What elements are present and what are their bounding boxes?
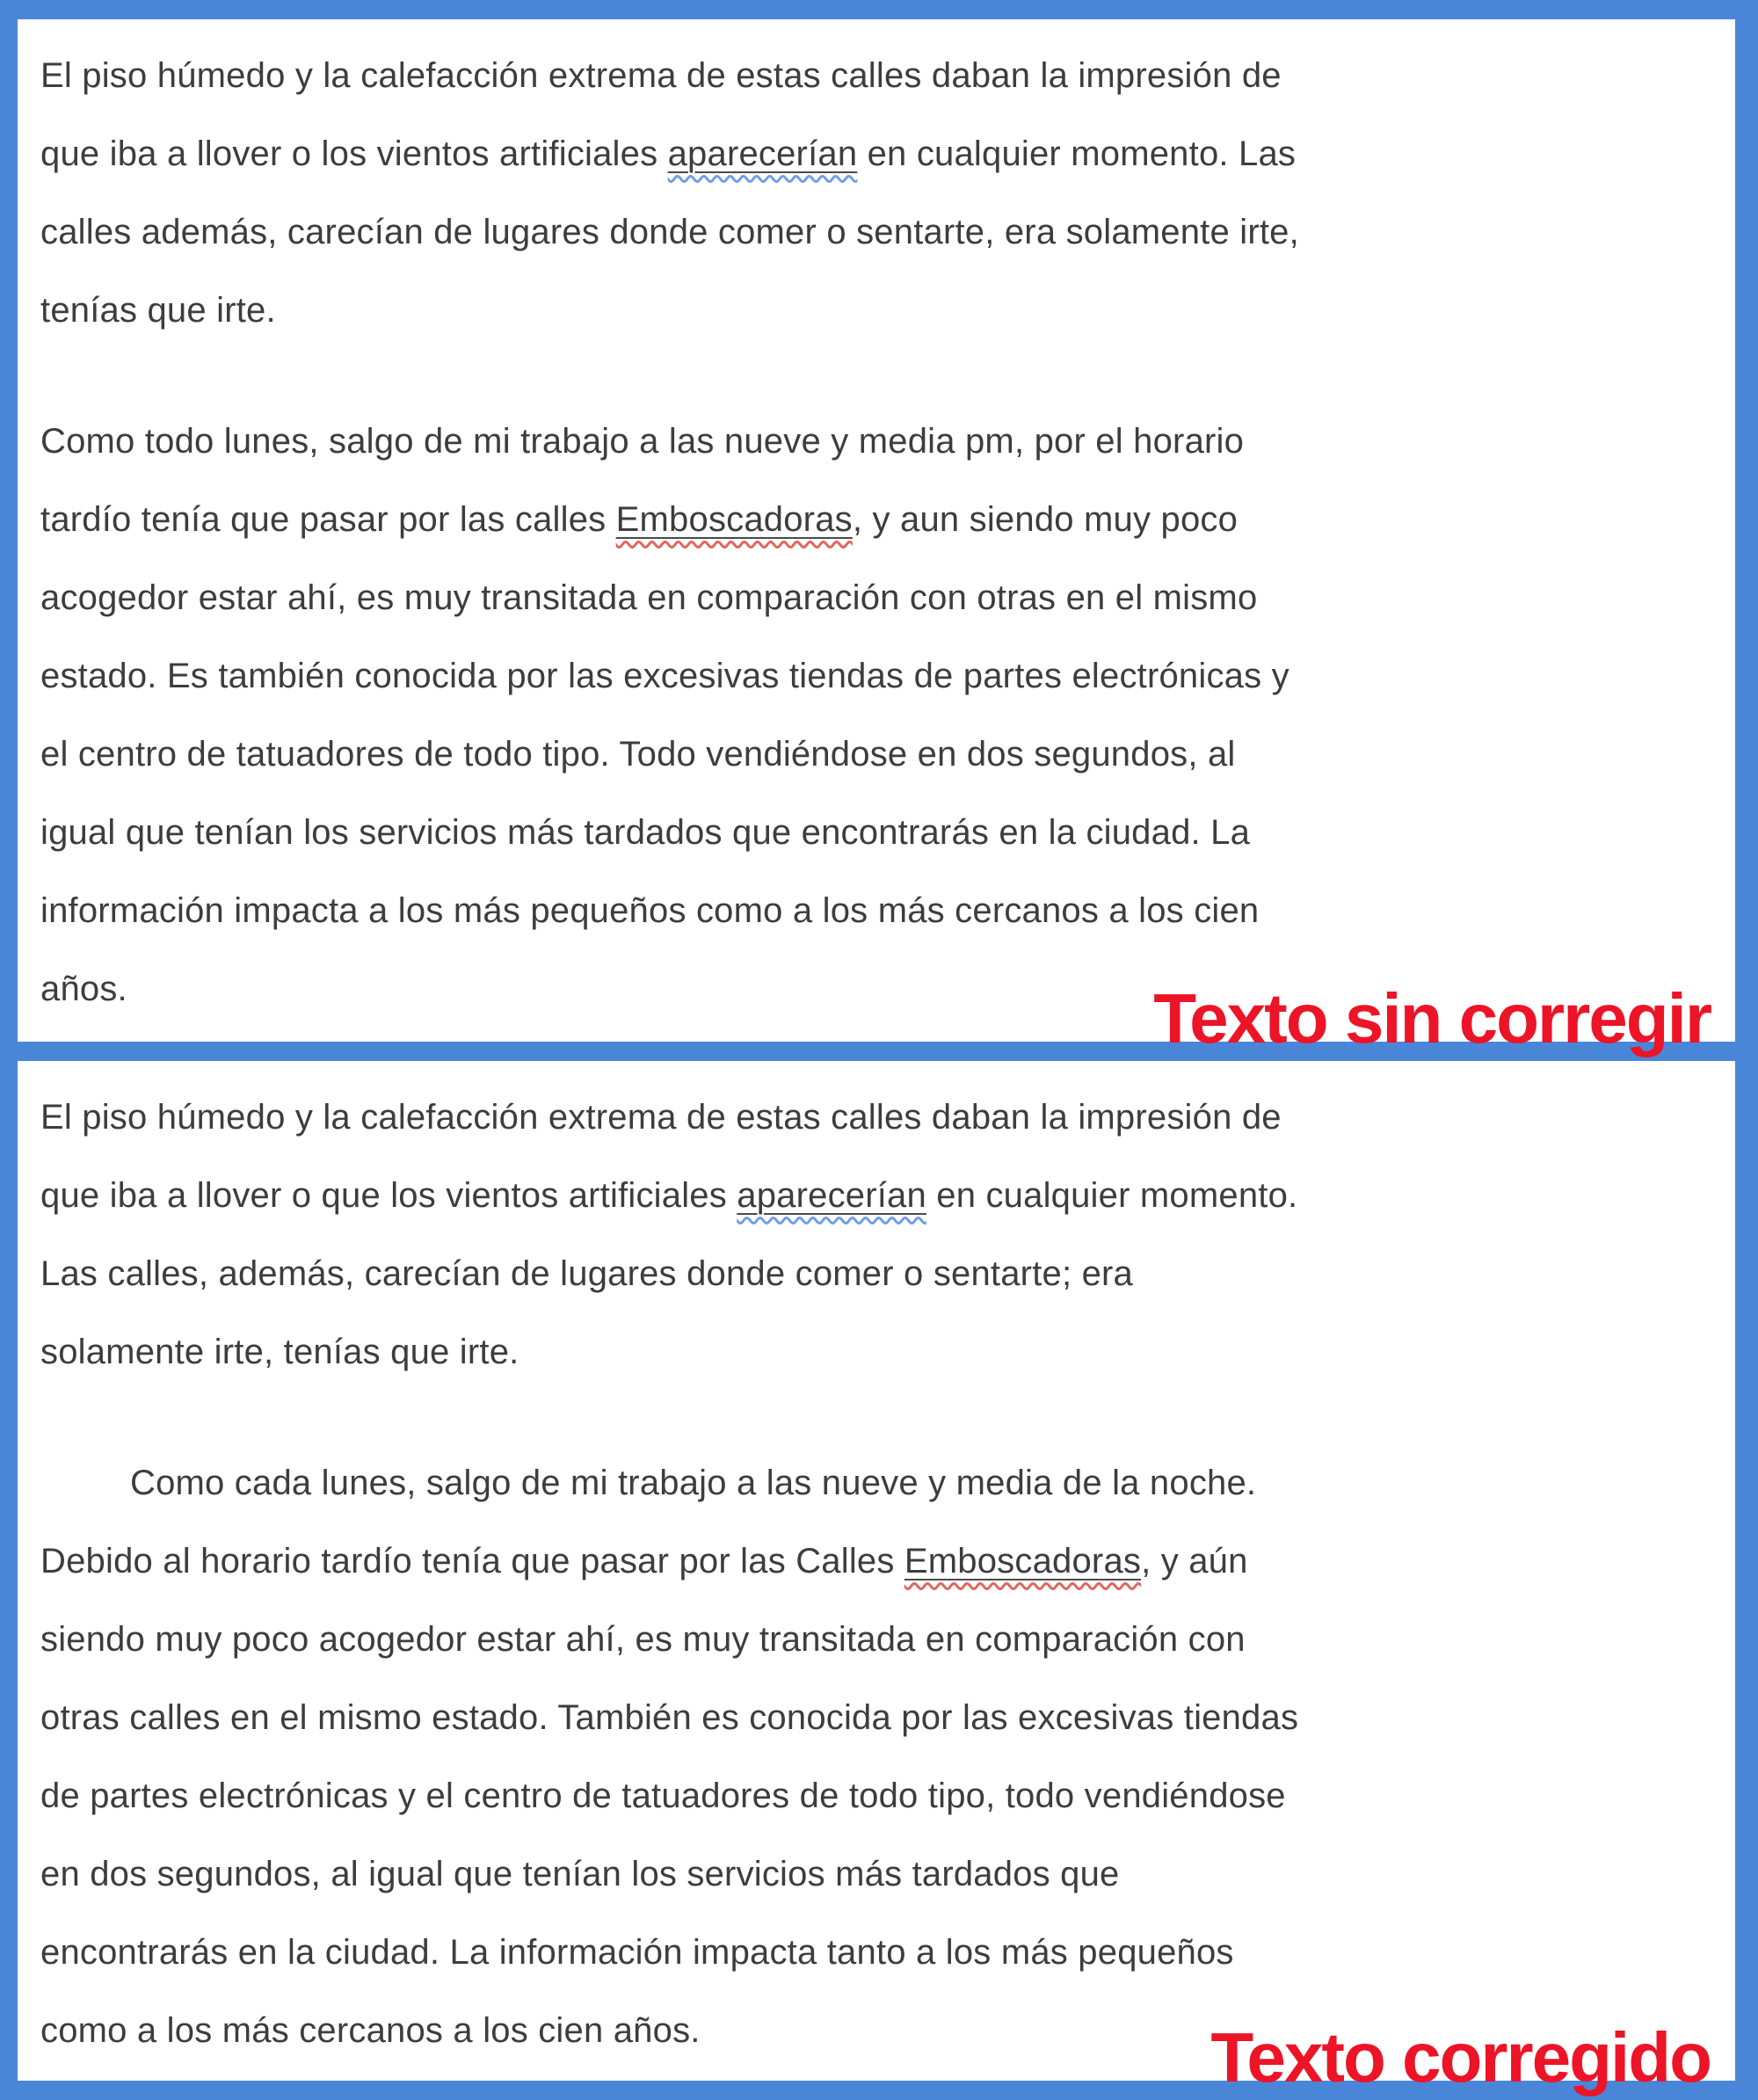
paragraph (40, 403, 1711, 1028)
text-line (40, 1444, 1711, 1522)
text-run: igual que tenían los servicios más tardados que encontrarás en la ciudad. La (40, 813, 1251, 852)
spelling-wavy-underline: Emboscadoras (615, 500, 853, 539)
text-line (40, 1079, 1711, 1157)
text-run: siendo muy poco acogedor estar ahí, es muy transitada en comparación con (40, 1620, 1246, 1659)
text-line (40, 193, 1711, 272)
text-run: El piso húmedo y la calefacción extrema de estas calles daban la impresión de (40, 1098, 1282, 1137)
text-line (40, 1757, 1711, 1835)
text-line (40, 794, 1711, 872)
text-run: solamente irte, tenías que irte. (40, 1333, 519, 1371)
panel-uncorrected (18, 19, 1735, 1057)
paragraph (40, 1444, 1711, 2070)
text-run: como a los más cercanos a los cien años. (40, 2011, 701, 2050)
paragraph (40, 37, 1711, 350)
text-run: de partes electrónicas y el centro de tatuadores de todo tipo, todo vendiéndose (40, 1777, 1286, 1815)
text-line (40, 1522, 1711, 1601)
text-run: tardío tenía que pasar por las calles (40, 500, 616, 539)
text-line (40, 559, 1711, 637)
text-line (40, 872, 1711, 950)
document-text-uncorrected (18, 19, 1735, 1028)
text-run: tenías que irte. (40, 291, 276, 330)
text-run: que iba a llover o los vientos artificiales (40, 134, 668, 173)
text-line (40, 37, 1711, 115)
spelling-wavy-underline: Emboscadoras (904, 1542, 1142, 1580)
text-run: calles además, carecían de lugares donde comer o sentarte, era solamente irte, (40, 213, 1299, 251)
text-run: en cualquier momento. Las (857, 134, 1297, 173)
text-run: años. (40, 970, 127, 1008)
text-run: información impacta a los más pequeños como a los más cercanos a los cien (40, 891, 1260, 930)
text-line (40, 1835, 1711, 1914)
text-line (40, 1313, 1711, 1392)
text-line (40, 115, 1711, 193)
text-run: estado. Es también conocida por las excesivas tiendas de partes electrónicas y (40, 657, 1289, 695)
grammar-wavy-underline: aparecerían (737, 1176, 926, 1215)
text-run: que iba a llover o que los vientos artificiales (40, 1176, 737, 1215)
text-run: Como todo lunes, salgo de mi trabajo a las nueve y media pm, por el horario (40, 422, 1245, 461)
text-line (40, 1679, 1711, 1757)
text-run: en cualquier momento. (926, 1176, 1298, 1215)
label-texto-corregido: Texto corregido (1210, 2018, 1711, 2096)
text-line (40, 1601, 1711, 1679)
text-run: , y aun siendo muy poco (852, 500, 1239, 539)
spelling-error-word[interactable] (904, 1542, 1141, 1580)
text-run: el centro de tatuadores de todo tipo. Todo vendiéndose en dos segundos, al (40, 735, 1236, 774)
paragraph (40, 1079, 1711, 1392)
text-line (40, 1157, 1711, 1235)
text-line (40, 272, 1711, 350)
text-run: Debido al horario tardío tenía que pasar por las Calles (40, 1542, 904, 1580)
text-run: acogedor estar ahí, es muy transitada en comparación con otras en el mismo (40, 578, 1258, 617)
text-run: encontrarás en la ciudad. La información impacta tanto a los más pequeños (40, 1933, 1234, 1972)
document-text-corrected (18, 1061, 1735, 2070)
text-line (40, 1914, 1711, 1992)
text-line (40, 1235, 1711, 1313)
text-run: Las calles, además, carecían de lugares donde comer o sentarte; era (40, 1254, 1133, 1293)
spelling-error-word[interactable] (616, 500, 853, 539)
panel-corrected (18, 1061, 1735, 2096)
grammar-wavy-underline: aparecerían (667, 134, 858, 173)
text-run: , y aún (1141, 1542, 1248, 1580)
text-line (40, 481, 1711, 559)
text-run: Como cada lunes, salgo de mi trabajo a las nueve y media de la noche. (130, 1464, 1257, 1502)
text-run: en dos segundos, al igual que tenían los servicios más tardados que (40, 1855, 1120, 1893)
text-run: otras calles en el mismo estado. También es conocida por las excesivas tiendas (40, 1698, 1299, 1737)
grammar-suggestion-word[interactable] (668, 134, 858, 173)
text-line (40, 403, 1711, 481)
text-run: El piso húmedo y la calefacción extrema de estas calles daban la impresión de (40, 56, 1282, 95)
text-line (40, 637, 1711, 716)
text-line (40, 716, 1711, 794)
grammar-suggestion-word[interactable] (737, 1176, 926, 1215)
label-texto-sin-corregir: Texto sin corregir (1153, 979, 1711, 1057)
